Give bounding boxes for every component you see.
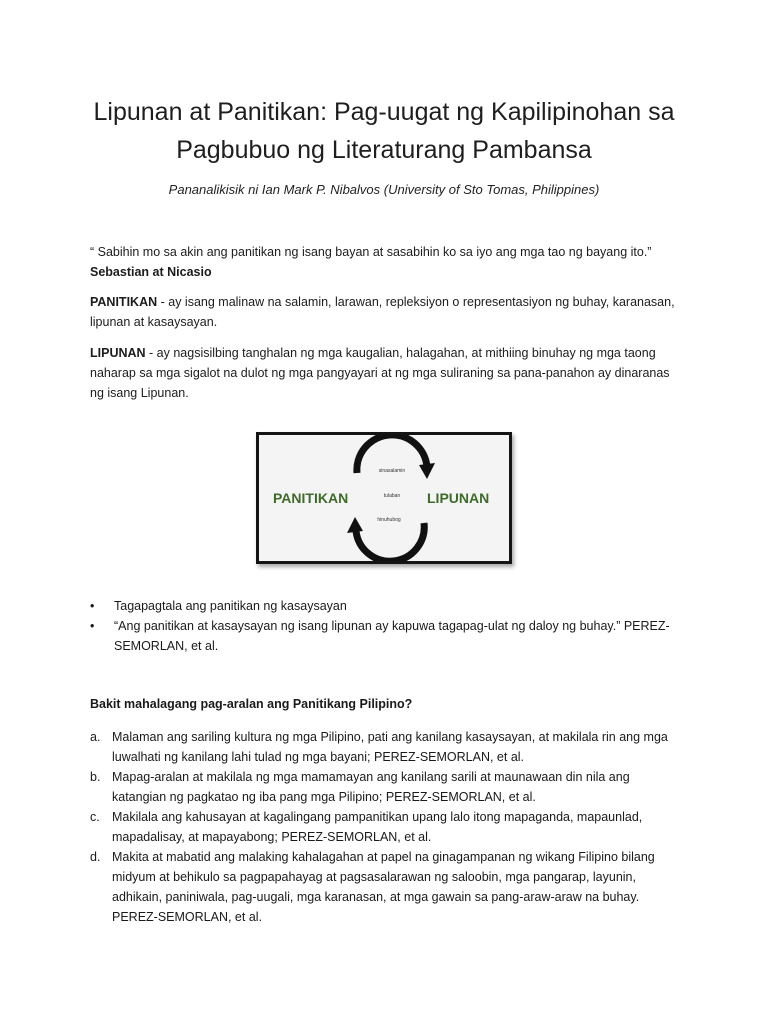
title-line-2: Pagbubuo ng Literaturang Pambansa (176, 136, 592, 164)
cycle-diagram-svg (259, 435, 509, 561)
lipunan-term: LIPUNAN (90, 346, 146, 360)
bullet-text: “Ang panitikan at kasaysayan ng isang lipunan ay kapuwa tagapag-ulat ng daloy ng buhay.” PEREZ-SEMORLAN, et al. (114, 619, 670, 653)
bullet-text: Tagapagtala ang panitikan ng kasaysayan (114, 599, 347, 613)
panitikan-lipunan-diagram (256, 432, 512, 564)
list-item (90, 767, 680, 807)
diagram-bottom-label: hinuhubog (377, 517, 401, 523)
list-item (90, 727, 680, 767)
list-item-text: Makilala ang kahusayan at kagalingang pampanitikan upang lalo itong mapaganda, mapaunlad, mapadalisay, at mapayabong; PEREZ-SEMORLAN, et al. (112, 810, 643, 844)
lipunan-definition (90, 343, 680, 403)
diagram-center-label: tulaban (383, 493, 401, 499)
panitikan-term: PANITIKAN (90, 295, 158, 309)
bottom-cycle-arrow (356, 523, 424, 561)
bullet-mark: • (90, 599, 95, 613)
panitikan-definition (90, 292, 680, 332)
list-marker: c. (90, 810, 100, 824)
bottom-arrowhead-icon (347, 517, 363, 533)
lipunan-definition-text: - ay nagsisilbing tanghalan ng mga kaugalian, halagahan, at mithiing binuhay ng mga taong naharap sa mga sigalot na dulot ng mga pangyayari at ng mga suliraning sa pana-panahon ay dinaranas ng isang Lipunan. (90, 346, 670, 400)
panitikan-definition-text: - ay isang malinaw na salamin, larawan, repleksiyon o representasiyon ng buhay, karanasan, lipunan at kasaysayan. (90, 295, 675, 329)
bullet-mark: • (90, 619, 95, 633)
section-question: Bakit mahalagang pag-aralan ang Panitikang Pilipino? (90, 697, 413, 711)
reasons-list (90, 727, 680, 927)
list-marker: d. (90, 850, 101, 864)
list-item (90, 847, 680, 927)
diagram-right-label: LIPUNAN (427, 490, 490, 506)
list-marker: a. (90, 730, 101, 744)
list-item (90, 807, 680, 847)
bullet-item (90, 616, 680, 656)
title-line-1: Lipunan at Panitikan: Pag-uugat ng Kapilipinohan sa (93, 98, 675, 126)
list-marker: b. (90, 770, 101, 784)
bullet-list (90, 596, 680, 656)
author-line: Pananalikisik ni Ian Mark P. Nibalvos (University of Sto Tomas, Philippines) (168, 182, 600, 197)
quote-author: Sebastian at Nicasio (90, 265, 212, 279)
top-arrowhead-icon (419, 463, 435, 479)
list-item-text: Mapag-aralan at makilala ng mga mamamayan ang kanilang sarili at maunawaan din nila ang katangian ng pagkatao ng iba pang mga Pilipino; PEREZ-SEMORLAN, et al. (112, 770, 630, 804)
document-title (40, 93, 728, 169)
bullet-item (90, 596, 680, 616)
diagram-top-label: sinasalamin (378, 468, 406, 474)
diagram-left-label: PANITIKAN (273, 490, 349, 506)
list-item-text: Makita at mabatid ang malaking kahalagahan at papel na ginagampanan ng wikang Filipino bilang midyum at behikulo sa pagpapahayag at pagsasalarawan ng saloobin, mga pangarap, layunin, adhikain, paniniwala, pag-uugali, mga karanasan, at mga gawain sa pang-araw-araw na buhay. PEREZ-SEMORLAN, et al. (112, 850, 655, 924)
opening-quote (90, 242, 680, 282)
list-item-text: Malaman ang sariling kultura ng mga Pilipino, pati ang kanilang kasaysayan, at makilala rin ang mga luwalhati ng kanilang lahi tulad ng mga bayani; PEREZ-SEMORLAN, et al. (112, 730, 668, 764)
quote-text: “ Sabihin mo sa akin ang panitikan ng isang bayan at sasabihin ko sa iyo ang mga tao ng bayang ito.” (90, 245, 652, 259)
